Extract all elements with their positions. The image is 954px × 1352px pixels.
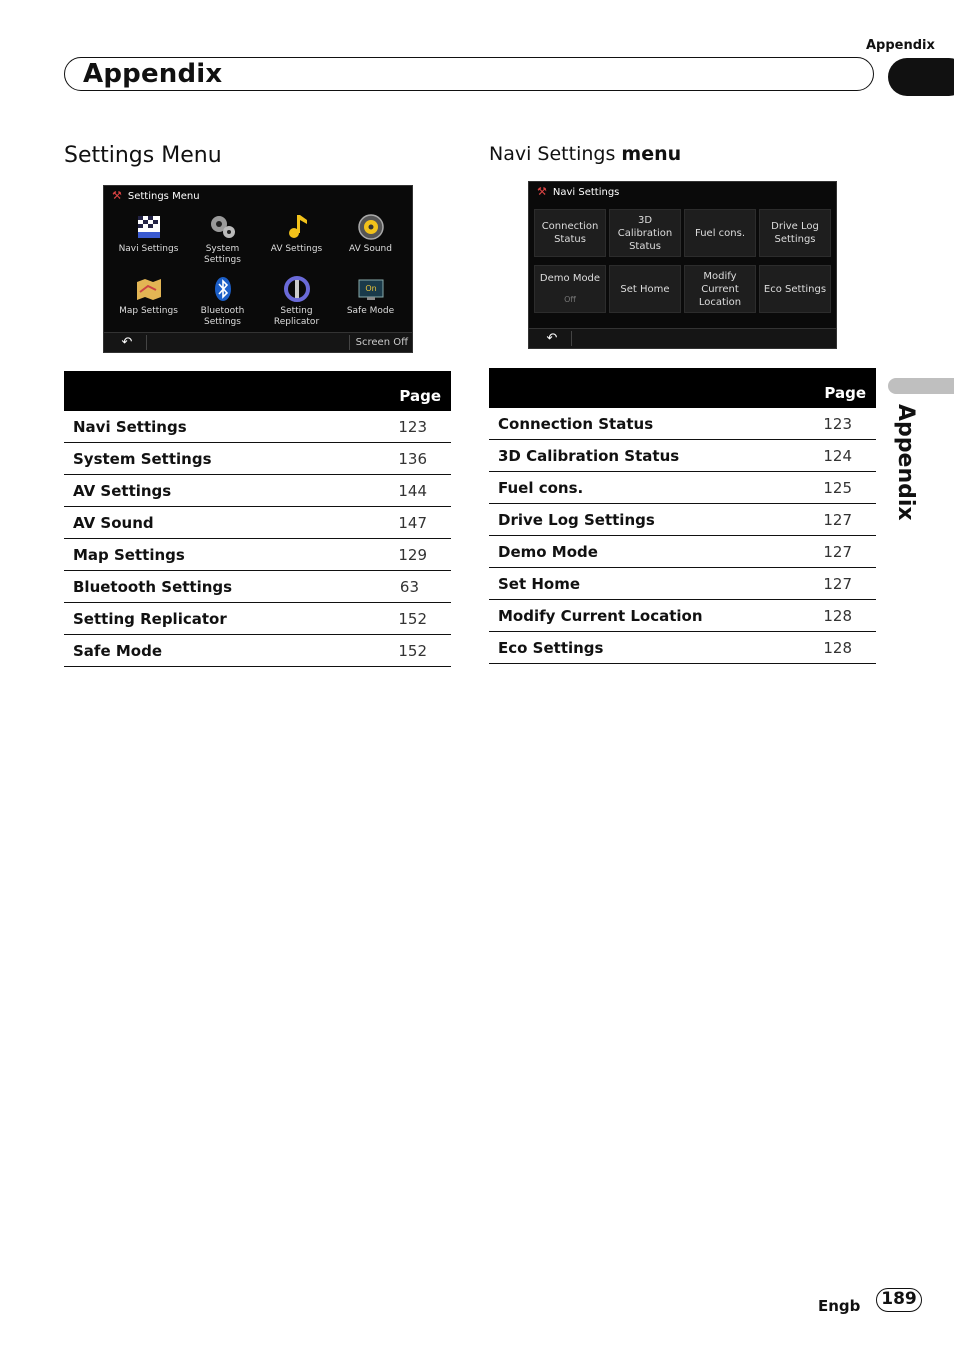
speaker-icon (356, 212, 386, 242)
row-page: 136 (359, 443, 451, 475)
row-name: Eco Settings (489, 632, 799, 664)
demo-mode-value: Off (564, 295, 576, 304)
row-name: Navi Settings (64, 411, 359, 443)
bluetooth-icon (208, 274, 238, 304)
row-name: Bluetooth Settings (64, 571, 359, 603)
gears-icon (208, 212, 238, 242)
screen-off-button[interactable]: Screen Off (349, 335, 408, 350)
table-row (489, 536, 876, 568)
demo-mode-label: Demo Mode (539, 273, 601, 284)
table-row (64, 411, 451, 443)
screen-title: ⚒ Settings Menu (112, 189, 200, 202)
row-page: 129 (359, 539, 451, 571)
set-home-button[interactable]: Set Home (609, 265, 681, 313)
table-row (64, 539, 451, 571)
row-name: Demo Mode (489, 536, 799, 568)
settings-menu-screenshot (103, 185, 413, 353)
row-page: 127 (799, 504, 876, 536)
tools-icon: ⚒ (537, 185, 547, 198)
checkered-flag-icon (134, 212, 164, 242)
navi-settings-table (489, 368, 876, 664)
table-row (64, 571, 451, 603)
safe-mode-badge: On (365, 284, 377, 293)
row-page: 152 (359, 603, 451, 635)
row-page: 63 (359, 571, 451, 603)
row-page: 123 (799, 408, 876, 440)
row-page: 128 (799, 632, 876, 664)
screen-title: ⚒ Navi Settings (537, 185, 620, 198)
row-name: System Settings (64, 443, 359, 475)
row-page: 147 (359, 507, 451, 539)
navi-settings-heading: Navi Settings menu (489, 143, 682, 165)
settings-menu-heading: Settings Menu (64, 143, 222, 168)
row-name: AV Sound (64, 507, 359, 539)
music-note-icon (282, 212, 312, 242)
row-page: 125 (799, 472, 876, 504)
table-row (64, 603, 451, 635)
drive-log-settings-button[interactable]: Drive Log Settings (759, 209, 831, 257)
screen-bottom-bar (529, 328, 836, 348)
row-name: Safe Mode (64, 635, 359, 667)
row-name: Fuel cons. (489, 472, 799, 504)
table-header-page: Page (64, 371, 451, 411)
tile-bluetooth-settings[interactable]: Bluetooth Settings (186, 270, 259, 330)
tile-av-sound[interactable]: AV Sound (334, 208, 407, 268)
row-page: 127 (799, 536, 876, 568)
row-name: Modify Current Location (489, 600, 799, 632)
table-row (489, 408, 876, 440)
row-page: 144 (359, 475, 451, 507)
row-page: 152 (359, 635, 451, 667)
row-name: AV Settings (64, 475, 359, 507)
table-row (489, 472, 876, 504)
demo-mode-button[interactable] (534, 265, 606, 313)
connection-status-button[interactable]: Connection Status (534, 209, 606, 257)
side-tab-marker (888, 378, 954, 394)
eco-settings-button[interactable]: Eco Settings (759, 265, 831, 313)
side-tab-label: Appendix (893, 404, 918, 521)
map-icon (134, 274, 164, 304)
language-code: Engb (818, 1297, 861, 1315)
table-row (489, 600, 876, 632)
row-page: 124 (799, 440, 876, 472)
calibration-status-button[interactable]: 3D Calibration Status (609, 209, 681, 257)
table-row (64, 507, 451, 539)
tools-icon: ⚒ (112, 189, 122, 202)
replicator-icon (282, 274, 312, 304)
chapter-title-bar (64, 57, 874, 91)
table-row (489, 440, 876, 472)
row-name: Set Home (489, 568, 799, 600)
table-row (489, 568, 876, 600)
back-button[interactable] (533, 331, 572, 346)
row-page: 128 (799, 600, 876, 632)
side-tab (880, 404, 940, 550)
settings-menu-table (64, 371, 451, 667)
row-name: 3D Calibration Status (489, 440, 799, 472)
tile-navi-settings[interactable]: Navi Settings (112, 208, 185, 268)
row-name: Drive Log Settings (489, 504, 799, 536)
row-name: Setting Replicator (64, 603, 359, 635)
table-row (64, 635, 451, 667)
fuel-cons-button[interactable]: Fuel cons. (684, 209, 756, 257)
back-arrow-icon: ↶ (121, 335, 133, 350)
tile-setting-replicator[interactable]: Setting Replicator (260, 270, 333, 330)
row-page: 123 (359, 411, 451, 443)
screen-bottom-bar (104, 332, 412, 352)
table-row (489, 504, 876, 536)
page-number: 189 (876, 1288, 922, 1312)
modify-current-location-button[interactable]: Modify Current Location (684, 265, 756, 313)
back-arrow-icon: ↶ (546, 331, 558, 346)
back-button[interactable] (108, 335, 147, 350)
tile-av-settings[interactable]: AV Settings (260, 208, 333, 268)
chapter-tab-marker (888, 58, 954, 96)
table-row (64, 475, 451, 507)
running-header: Appendix (866, 38, 935, 53)
navi-settings-screenshot (528, 181, 837, 349)
chapter-title: Appendix (83, 59, 223, 89)
table-row (64, 443, 451, 475)
row-name: Map Settings (64, 539, 359, 571)
table-row (489, 632, 876, 664)
tile-system-settings[interactable]: System Settings (186, 208, 259, 268)
table-header-page: Page (489, 368, 876, 408)
row-name: Connection Status (489, 408, 799, 440)
tile-map-settings[interactable]: Map Settings (112, 270, 185, 330)
row-page: 127 (799, 568, 876, 600)
tile-safe-mode[interactable]: On Safe Mode (334, 270, 407, 330)
